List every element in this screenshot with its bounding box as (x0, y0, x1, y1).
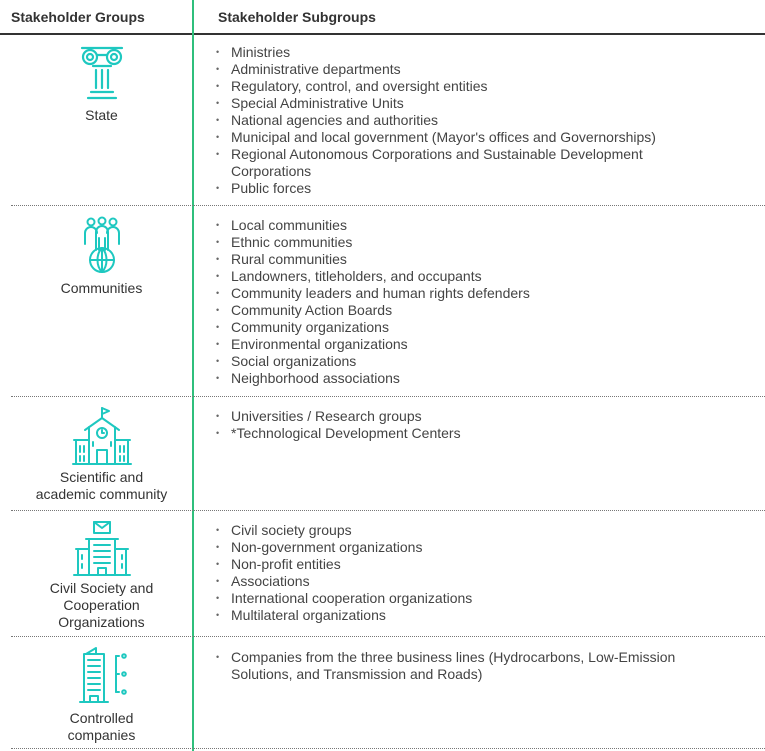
group-name-line: Cooperation (63, 597, 140, 613)
row-separator (11, 748, 765, 749)
group-cell (11, 646, 192, 744)
list-item: • Local communities (216, 217, 726, 234)
column-icon (79, 42, 125, 104)
group-name-line: academic community (35, 486, 168, 502)
list-item: • Environmental organizations (216, 336, 726, 353)
header-stakeholder-subgroups: Stakeholder Subgroups (218, 9, 376, 25)
list-item: • Rural communities (216, 251, 726, 268)
subgroup-list-state (216, 44, 726, 197)
list-item: • *Technological Development Centers (216, 425, 726, 442)
list-item: • Civil society groups (216, 522, 726, 539)
people-globe-icon (77, 216, 127, 274)
list-item: • Multilateral organizations (216, 607, 726, 624)
table-row (11, 34, 765, 204)
list-item: • Associations (216, 573, 726, 590)
subgroup-list-civil-society (216, 522, 726, 624)
school-building-icon (71, 406, 133, 466)
group-name-line: Scientific and (59, 469, 144, 485)
subgroup-list-controlled-companies (216, 649, 726, 683)
company-tower-icon (72, 646, 132, 704)
group-cell (11, 216, 192, 297)
list-item: • Community Action Boards (216, 302, 726, 319)
list-item: • Community leaders and human rights defenders (216, 285, 726, 302)
list-item: • Administrative departments (216, 61, 726, 78)
table-row (11, 397, 765, 509)
group-name-line: Civil Society and (49, 580, 154, 596)
list-item: • Ethnic communities (216, 234, 726, 251)
list-item: • Companies from the three business lines (Hydrocarbons, Low-Emission Solutions, and Transmission and Roads) (216, 649, 726, 683)
list-item: • Landowners, titleholders, and occupants (216, 268, 726, 285)
table-row (11, 206, 765, 395)
group-cell (11, 406, 192, 503)
group-name-line: companies (67, 727, 136, 743)
subgroup-list-communities (216, 217, 726, 387)
list-item: • International cooperation organizations (216, 590, 726, 607)
group-cell (11, 42, 192, 124)
group-name-scientific (11, 469, 192, 503)
office-building-mail-icon (72, 519, 132, 577)
list-item: • Non-government organizations (216, 539, 726, 556)
list-item: • Special Administrative Units (216, 95, 726, 112)
list-item: • Public forces (216, 180, 726, 197)
list-item: • Neighborhood associations (216, 370, 726, 387)
subgroup-list-scientific (216, 408, 726, 442)
group-name-civil-society (11, 580, 192, 631)
header-stakeholder-groups: Stakeholder Groups (11, 9, 145, 25)
group-cell (11, 519, 192, 631)
list-item: • Regional Autonomous Corporations and Sustainable Development Corporations (216, 146, 726, 180)
table-row (11, 637, 765, 747)
list-item: • Ministries (216, 44, 726, 61)
group-name-line: Controlled (69, 710, 134, 726)
list-item: • Municipal and local government (Mayor's offices and Governorships) (216, 129, 726, 146)
list-item: • National agencies and authorities (216, 112, 726, 129)
group-name-line: Organizations (58, 614, 145, 630)
table-row (11, 511, 765, 635)
group-name-controlled-companies (11, 710, 192, 744)
list-item: • Universities / Research groups (216, 408, 726, 425)
list-item: • Regulatory, control, and oversight entities (216, 78, 726, 95)
group-name-communities: Communities (60, 280, 143, 296)
group-name-state: State (85, 107, 118, 123)
table-header (0, 0, 765, 35)
list-item: • Social organizations (216, 353, 726, 370)
list-item: • Non-profit entities (216, 556, 726, 573)
list-item: • Community organizations (216, 319, 726, 336)
